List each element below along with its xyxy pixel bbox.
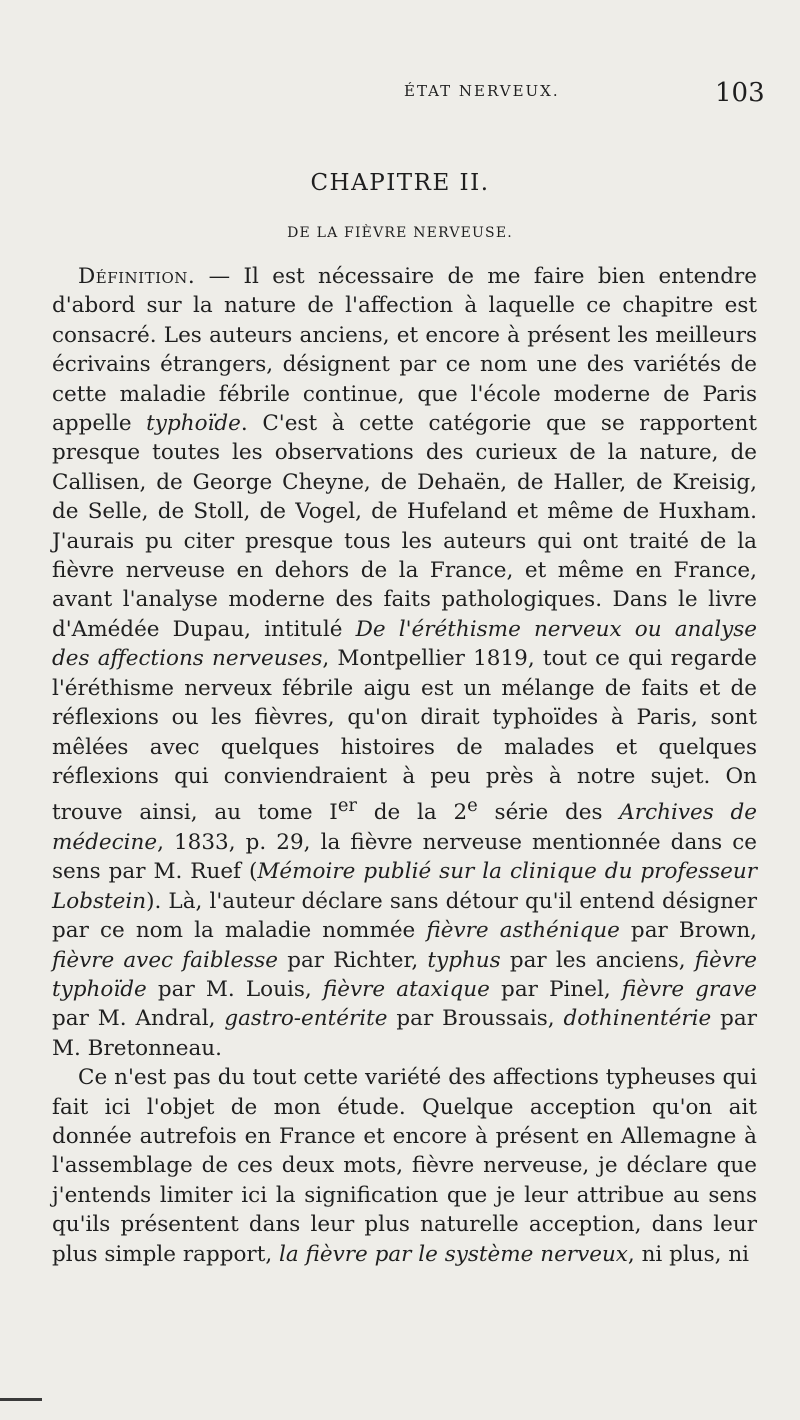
italic-run: De l'éréthisme nerveux ou analyse des affections nerveuses bbox=[52, 616, 757, 672]
running-title: ÉTAT NERVEUX. bbox=[404, 82, 560, 100]
text-run: . C'est à cette catégorie que se rapportent presque toutes les observations des curieux de la nature, de Callisen, de George Cheyne, de Dehaën, de Haller, de Kreisig, de Selle, de Stoll, de Vogel, de Hufeland et même de Huxham. J'aurais pu citer presque tous les auteurs qui ont traité de la fièvre nerveuse en dehors de la France, et même en France, avant l'analyse moderne des faits pathologiques. Dans le livre d'Amédée Dupau, intitulé bbox=[52, 411, 757, 642]
italic-run: fièvre asthénique bbox=[426, 918, 620, 944]
superscript: er bbox=[337, 795, 357, 817]
italic-run: fièvre grave bbox=[621, 976, 757, 1002]
text-run: par M. Bretonneau. bbox=[52, 1006, 758, 1061]
italic-run: fièvre avec faiblesse bbox=[52, 947, 279, 973]
paragraph-definition bbox=[52, 262, 757, 1063]
text-run: , Montpellier 1819, tout ce qui regarde l'éréthisme nerveux fébrile aigu est un mélange de faits et de réflexions ou les fièvres, qu'on dirait typhoïdes à Paris, sont mêlées avec quelques histoires de malades et quelques réflexions qui conviendraient à peu près à notre sujet. On trouve ainsi, au tome I bbox=[52, 646, 757, 826]
page-edge-mark bbox=[0, 1398, 42, 1401]
paragraph-scope bbox=[52, 1063, 757, 1269]
text-run: de la 2 bbox=[356, 800, 468, 826]
italic-run: Mémoire publié sur la clinique du professeur Lobstein bbox=[52, 859, 757, 914]
italic-run: Archives de médecine bbox=[52, 800, 757, 855]
text-run: par Richter, bbox=[278, 947, 428, 973]
page-number: 103 bbox=[715, 78, 765, 108]
italic-run: gastro-entérite bbox=[224, 1006, 388, 1032]
chapter-subtitle: DE LA FIÈVRE NERVEUSE. bbox=[287, 225, 513, 241]
text-run: par Broussais, bbox=[387, 1006, 564, 1032]
text-run: par Pinel, bbox=[489, 976, 622, 1002]
text-run: Ce n'est pas du tout cette variété des affections typheuses qui fait ici l'objet de mon étude. Quelque acception qu'on ait donnée autrefois en France et encore à présent en Allemagne à l'assemblage de ces deux mots, fièvre nerveuse, je déclare que j'entends limiter ici la signification que je leur attribue au sens qu'ils présentent dans leur plus naturelle acception, dans leur plus simple rapport, bbox=[52, 1065, 757, 1267]
text-run: par M. Louis, bbox=[146, 976, 323, 1002]
section-label: Définition. bbox=[78, 264, 196, 289]
superscript: e bbox=[467, 795, 478, 817]
text-run: — Il est nécessaire de me faire bien entendre d'abord sur la nature de l'affection à laquelle ce chapitre est consacré. Les auteurs anciens, et encore à présent les meilleurs écrivains étrangers, désignent par ce nom une des variétés de cette maladie fébrile continue, que l'école moderne de Paris appelle bbox=[52, 264, 757, 437]
chapter-title: CHAPITRE II. bbox=[310, 170, 490, 196]
italic-run: fièvre typhoïde bbox=[52, 947, 757, 1002]
italic-run: fièvre ataxique bbox=[322, 976, 490, 1002]
italic-run: typhoïde bbox=[146, 411, 241, 437]
text-run: ). Là, l'auteur déclare sans détour qu'il entend désigner par ce nom la maladie nommée bbox=[52, 888, 757, 944]
italic-run: dothinentérie bbox=[563, 1006, 712, 1032]
running-head bbox=[0, 78, 800, 118]
italic-run: typhus bbox=[427, 947, 501, 973]
text-run: , ni plus, ni bbox=[627, 1241, 750, 1267]
text-run: par les anciens, bbox=[500, 947, 695, 973]
text-run: série des bbox=[477, 800, 620, 826]
text-run: par M. Andral, bbox=[52, 1006, 225, 1032]
text-run: par Brown, bbox=[619, 918, 757, 944]
body-text bbox=[52, 262, 757, 1269]
italic-run: la fièvre par le système nerveux bbox=[279, 1241, 628, 1267]
text-run: , 1833, p. 29, la fièvre nerveuse mentionnée dans ce sens par M. Ruef ( bbox=[52, 829, 757, 885]
